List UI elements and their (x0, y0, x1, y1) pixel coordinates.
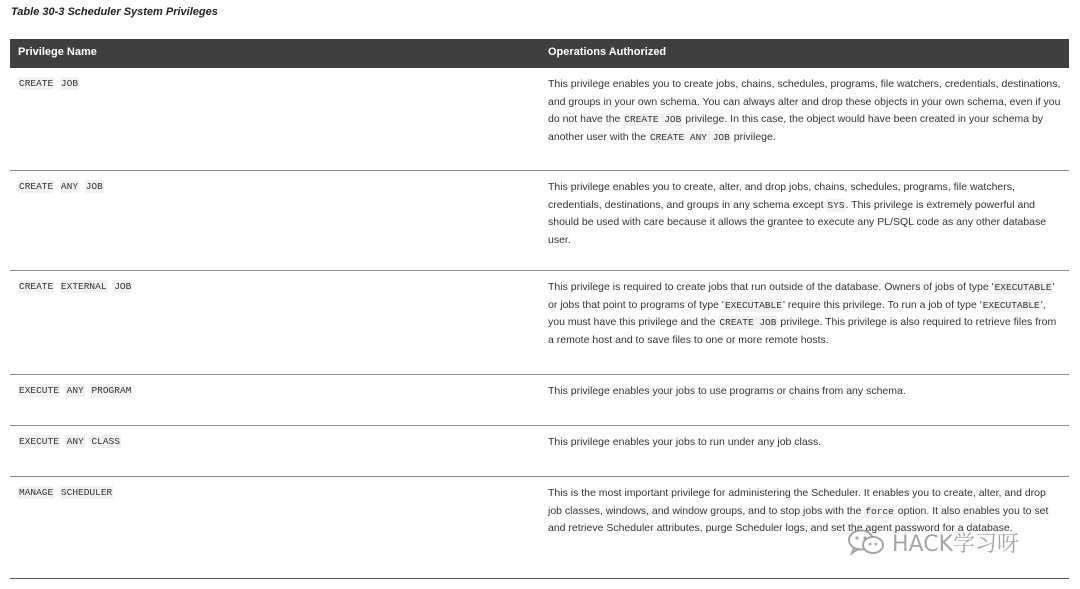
table-header (10, 39, 1069, 68)
privilege-name: CREATE EXTERNAL JOB (19, 281, 132, 292)
description-text: This is the most important privilege for administering the Scheduler. It enables you to create, alter, and drop job classes, windows, and window groups, and to stop jobs with the (548, 487, 1046, 517)
inline-code: CREATE JOB (719, 317, 777, 328)
privilege-name: EXECUTE ANY PROGRAM (19, 385, 132, 396)
description-text: ' or jobs that point to programs of type ' (548, 281, 1055, 311)
privilege-name: MANAGE SCHEDULER (19, 487, 113, 498)
inline-code: SYS (827, 199, 845, 211)
privileges-table (10, 39, 1069, 579)
description-text: ' require this privilege. To run a job of type ' (782, 298, 982, 311)
table-row (10, 426, 1069, 477)
privilege-name: CREATE JOB (19, 78, 79, 89)
description-text: This privilege is required to create jobs that run outside of the database. Owners of jobs of type ' (548, 281, 994, 293)
description-text: privilege. This privilege is also required to retrieve files from a remote host and to save files to one or more remote hosts. (548, 316, 1057, 346)
inline-code: EXECUTABLE (724, 299, 782, 311)
inline-code: EXECUTABLE (982, 299, 1040, 311)
header-privilege-name: Privilege Name (18, 46, 97, 58)
description-text: option. It also enables you to set and retrieve Scheduler attributes, purge Scheduler logs, and set the agent password for a database. (548, 504, 1049, 534)
inline-code: force (865, 505, 894, 517)
header-operations-authorized: Operations Authorized (548, 46, 667, 58)
privilege-name: CREATE ANY JOB (19, 181, 103, 192)
inline-code: CREATE JOB (624, 114, 682, 125)
table-row (10, 68, 1069, 171)
wechat-icon (846, 528, 886, 556)
privilege-description (548, 434, 1062, 452)
description-text: ', you must have this privilege and the (548, 298, 1046, 328)
inline-code: CREATE ANY JOB (649, 131, 730, 143)
privilege-description (548, 279, 1062, 349)
privilege-name: EXECUTE ANY CLASS (19, 436, 120, 447)
table-row (10, 171, 1069, 271)
description-text: This privilege enables you to create jobs, chains, schedules, programs, file watchers, credentials, destinations, and groups in your own schema. You can always alter and drop these objects in your own schema, even if you do not have the (548, 78, 1061, 125)
privilege-description (548, 179, 1062, 249)
table-row (10, 375, 1069, 426)
watermark-text: HACK学习呀 (892, 531, 1019, 557)
description-text: privilege. In this case, the object would have been created in your schema by another user with the (548, 113, 1044, 143)
description-text: . This privilege is extremely powerful and should be used with care because it allows the grantee to execute any PL/SQL code as any other database user. (548, 198, 1047, 246)
inline-code: EXECUTABLE (994, 282, 1052, 293)
privilege-description (548, 383, 1062, 401)
table-row (10, 271, 1069, 375)
description-text: This privilege enables your jobs to run under any job class. (548, 436, 822, 448)
description-text: This privilege enables your jobs to use programs or chains from any schema. (548, 385, 906, 397)
description-text: This privilege enables you to create, alter, and drop jobs, chains, schedules, programs, file watchers, credentials, destinations, and groups in any schema except (548, 181, 1015, 211)
watermark (846, 526, 1019, 558)
table-caption: Table 30-3 Scheduler System Privileges (11, 6, 218, 18)
privilege-description (548, 76, 1062, 146)
description-text: privilege. (730, 130, 776, 143)
